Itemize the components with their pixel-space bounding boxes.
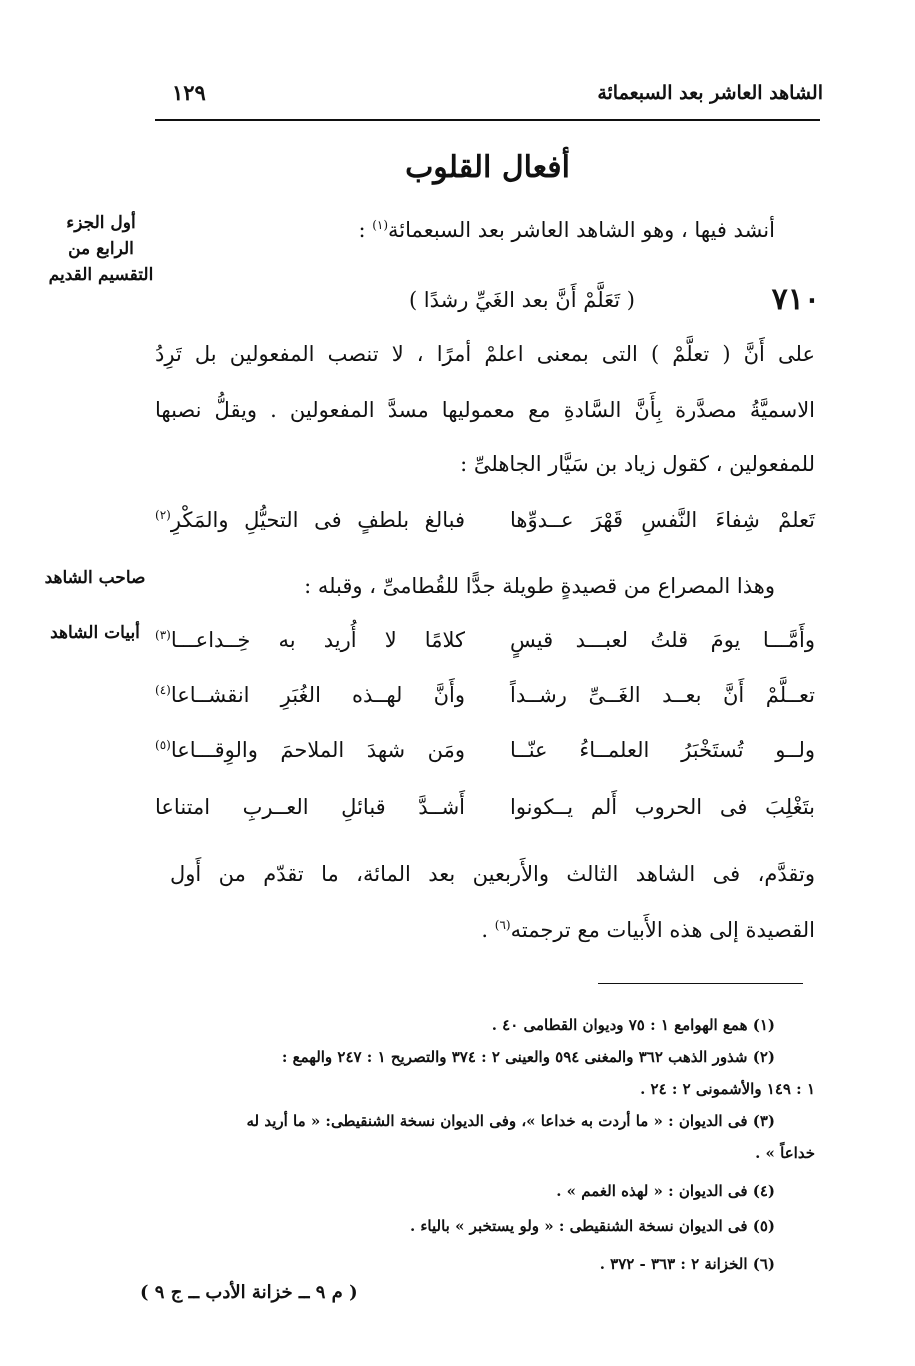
closing-line: وتقدَّم، فى الشاهد الثالث والأَربعين بعد المائة، ما تقدّم من أَول [170, 862, 815, 886]
footnote-ref: (٢) [155, 508, 171, 522]
footnote-continuation: خداعاً » . [755, 1144, 815, 1162]
footnote: (١) همع الهوامع ١ : ٧٥ وديوان القطامى ٤٠ . [491, 1016, 775, 1034]
verse-first-hemistich: تعــلَّمْ أَنَّ بعــد الغَــىِّ رشــداً [510, 683, 815, 707]
margin-note-line: أول الجزء [66, 213, 136, 233]
verse-row [155, 795, 815, 835]
footnote-continuation: ١ : ١٤٩ والأشمونى ٢ : ٢٤ . [640, 1080, 815, 1098]
margin-note-part-start [46, 210, 156, 288]
paragraph-line: للمفعولين ، كقول زياد بن سَيَّار الجاهلىِّ : [460, 452, 815, 476]
verse-row [155, 738, 815, 778]
footnote: (٣) فى الديوان : « ما أردت به خداعا »، وفى الديوان نسخة الشنقيطى: « ما أريد له [246, 1112, 775, 1130]
footnote: (٦) الخزانة ٢ : ٣٦٣ - ٣٧٢ . [599, 1255, 775, 1273]
verse-second-hemistich: كلامًا لا أُريد به خِــداعـــا$^{(٣)}$ [155, 628, 465, 652]
paragraph-line: الاسميَّةُ مصدَّرة بِأَنَّ السَّادةِ مع معموليها مسدَّ المفعولين . ويقلُّ نصبها [155, 398, 815, 422]
margin-note-line: التقسيم القديم [48, 265, 154, 285]
verse-second-hemistich: أَشــدَّ قبائلِ العــربِ امتناعا [155, 795, 465, 819]
running-title: الشاهد العاشر بعد السبعمائة [597, 82, 823, 104]
verse-first-hemistich: ولــو تُستَخْبَرُ العلمــاءُ عنّــا [510, 738, 815, 762]
footnote-ref: (١) [372, 218, 389, 232]
intro-line [358, 218, 775, 242]
intro-tail: : [358, 218, 373, 242]
signature-mark: ( م ٩ ــ خزانة الأدب ــ ج ٩ ) [140, 1282, 358, 1303]
footnote: (٥) فى الديوان نسخة الشنقيطى : « ولو يستخبر » بالياء . [409, 1217, 775, 1235]
margin-note-line: الرابع من [68, 239, 134, 259]
margin-note-poet: صاحب الشاهد [44, 568, 146, 588]
closing-line: القصيدة إلى هذه الأَبيات مع ترجمته$^{(٦)}$ . [481, 918, 815, 942]
verse-row [155, 628, 815, 668]
paragraph-line: على أَنَّ ( تعلَّمْ ) التى بمعنى اعلمْ أمرًا ، لا تنصب المفعولين بل تَرِدُ [155, 342, 815, 366]
margin-note-verses: أبيات الشاهد [50, 623, 140, 643]
header-rule [155, 119, 820, 121]
verse-second-hemistich: وأَنَّ لهــذه الغُبَرِ انقشــاعا$^{(٤)}$ [155, 683, 465, 707]
footnote-ref: (٣) [155, 628, 171, 642]
verse-first-hemistich: وأَمَّـــا يومَ قلتُ لعبـــد قيسٍ [510, 628, 815, 652]
verse-first-hemistich: بتَغْلِبَ فى الحروب أَلم يــكونوا [510, 795, 815, 819]
example-text: ( تَعَلَّمْ أَنَّ بعد الغَيِّ رشدًا ) [408, 288, 635, 312]
verse-first-hemistich: تَعلمْ شِفاءَ النَّفسِ قَهْرَ عــدوِّها [510, 508, 815, 532]
cited-verse [155, 508, 815, 548]
source-line: وهذا المصراع من قصيدةٍ طويلة جدًّا للقُطامىِّ ، وقبله : [304, 574, 775, 598]
footnote: (٤) فى الديوان : « لهذه الغمم » . [556, 1182, 775, 1200]
footnote-ref: (٦) [494, 918, 511, 932]
footnote-rule [598, 983, 803, 984]
example-number: ٧١٠ [771, 282, 820, 317]
chapter-title: أفعال القلوب [405, 150, 570, 185]
verse-second-hemistich: فبالغ بلطفٍ فى التحيُّلِ والمَكْرِ$^{(٢)}$ [155, 508, 465, 532]
footnote-ref: (٤) [155, 683, 171, 697]
footnote-ref: (٥) [155, 738, 171, 752]
verse-second-hemistich: ومَن شهدَ الملاحمَ والوِقـــاعا$^{(٥)}$ [155, 738, 465, 762]
intro-text: أنشد فيها ، وهو الشاهد العاشر بعد السبعمائة [388, 218, 775, 242]
page-number: ١٢٩ [172, 80, 206, 105]
footnote: (٢) شذور الذهب ٣٦٢ والمغنى ٥٩٤ والعينى ٢ : ٣٧٤ والتصريح ١ : ٢٤٧ والهمع : [281, 1048, 775, 1066]
verse-row [155, 683, 815, 723]
